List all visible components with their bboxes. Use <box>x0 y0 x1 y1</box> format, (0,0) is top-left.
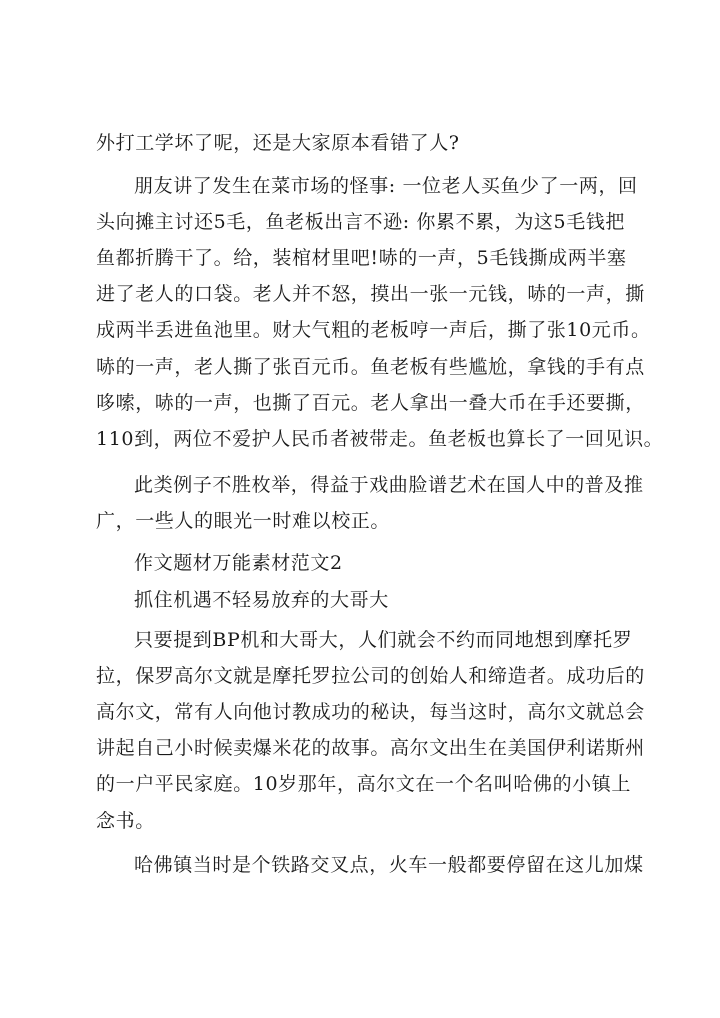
text-line: 外打工学坏了呢，还是大家原本看错了人? <box>96 132 460 154</box>
section-title: 作文题材万能素材范文2 <box>134 552 343 574</box>
text-line: 鱼都折腾干了。给，装棺材里吧!哧的一声，5毛钱撕成两半塞 <box>96 247 627 269</box>
article-title: 抓住机遇不轻易放弃的大哥大 <box>134 589 389 611</box>
text-line: 拉，保罗高尔文就是摩托罗拉公司的创始人和缔造者。成功后的 <box>96 665 645 687</box>
paragraph-start: 朋友讲了发生在菜市场的怪事: 一位老人买鱼少了一两，回 <box>134 175 638 197</box>
text-line: 高尔文，常有人向他讨教成功的秘诀，每当这时，高尔文就总会 <box>96 701 645 723</box>
paragraph-start: 哈佛镇当时是个铁路交叉点，火车一般都要停留在这儿加煤 <box>134 854 644 876</box>
text-line: 110到，两位不爱护人民币者被带走。鱼老板也算长了一回见识。 <box>96 428 664 450</box>
text-line: 讲起自己小时候卖爆米花的故事。高尔文出生在美国伊利诺斯州 <box>96 737 645 759</box>
text-line: 哆嗦，哧的一声，也撕了百元。老人拿出一叠大币在手还要撕， <box>96 392 645 414</box>
text-line: 哧的一声，老人撕了张百元币。鱼老板有些尴尬，拿钱的手有点 <box>96 356 645 378</box>
text-line: 的一户平民家庭。10岁那年，高尔文在一个名叫哈佛的小镇上 <box>96 773 631 795</box>
text-line: 广，一些人的眼光一时难以校正。 <box>96 510 391 532</box>
text-line: 进了老人的口袋。老人并不怒，摸出一张一元钱，哧的一声，撕 <box>96 283 645 305</box>
text-line: 念书。 <box>96 810 155 832</box>
paragraph-start: 只要提到BP机和大哥大，人们就会不约而同地想到摩托罗 <box>134 629 633 651</box>
text-line: 成两半丢进鱼池里。财大气粗的老板哼一声后，撕了张10元币。 <box>96 319 651 341</box>
text-line: 头向摊主讨还5毛，鱼老板出言不逊: 你累不累，为这5毛钱把 <box>96 211 626 233</box>
paragraph-start: 此类例子不胜枚举，得益于戏曲脸谱艺术在国人中的普及推 <box>134 474 644 496</box>
